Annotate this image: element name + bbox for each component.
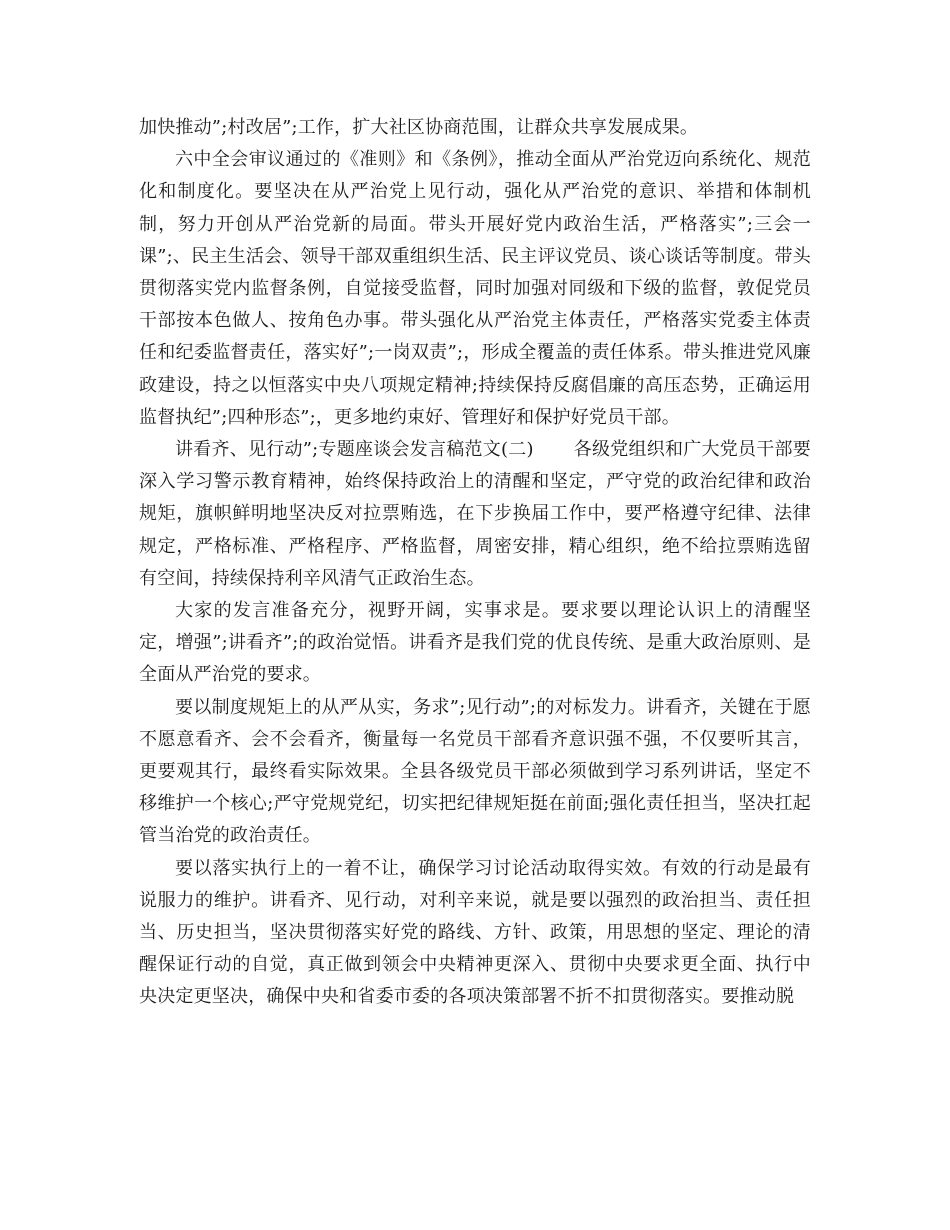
document-body [139,112,811,1014]
paragraph-1: 加快推动”;村改居”;工作，扩大社区协商范围，让群众共享发展成果。 [139,117,699,138]
paragraph-4: 大家的发言准备充分，视野开阔，实事求是。要求要以理论认识上的清醒坚定，增强”;讲看齐”;的政治觉悟。讲看齐是我们党的优良传统、是重大政治原则、是全面从严治党的要求。 [139,600,811,686]
paragraph-2: 六中全会审议通过的《准则》和《条例》，推动全面从严治党迈向系统化、规范化和制度化。要坚决在从严治党上见行动，强化从严治党的意识、举措和体制机制，努力开创从严治党新的局面。带头开展好党内政治生活，严格落实”;三会一课”;、民主生活会、领导干部双重组织生活、民主评议党员、谈心谈话等制度。带头贯彻落实党内监督条例，自觉接受监督，同时加强对同级和下级的监督，敦促党员干部按本色做人、按角色办事。带头强化从严治党主体责任，严格落实党委主体责任和纪委监督责任，落实好”;一岗双责”;，形成全覆盖的责任体系。带头推进党风廉政建设，持之以恒落实中央八项规定精神;持续保持反腐倡廉的高压态势，正确运用监督执纪”;四种形态”;，更多地约束好、管理好和保护好党员干部。 [139,149,811,428]
paragraph-5: 要以制度规矩上的从严从实，务求”;见行动”;的对标发力。讲看齐，关键在于愿不愿意看齐、会不会看齐，衡量每一名党员干部看齐意识强不强，不仅要听其言，更要观其行，最终看实际效果。全县各级党员干部必须做到学习系列讲话，坚定不移维护一个核心;严守党规党纪，切实把纪律规矩挺在前面;强化责任担当，坚决扛起管当治党的政治责任。 [139,696,811,847]
paragraph-3-heading: 讲看齐、见行动”;专题座谈会发言稿范文(二) [175,439,534,461]
paragraph-3-body: 各级党组织和广大党员干部要深入学习警示教育精神，始终保持政治上的清醒和坚定，严守党的政治纪律和政治规矩，旗帜鲜明地坚决反对拉票贿选，在下步换届工作中，要严格遵守纪律、法律规定，严格标准、严格程序、严格监督，周密安排，精心组织，绝不给拉票贿选留有空间，持续保持利辛风清气正政治生态。 [139,439,811,589]
paragraph-6: 要以落实执行上的一着不让，确保学习讨论活动取得实效。有效的行动是最有说服力的维护。讲看齐、见行动，对利辛来说，就是要以强烈的政治担当、责任担当、历史担当，坚决贯彻落实好党的路线、方针、政策，用思想的坚定、理论的清醒保证行动的自觉，真正做到领会中央精神更深入、贯彻中央要求更全面、执行中央决定更坚决，确保中央和省委市委的各项决策部署不折不扣贯彻落实。要推动脱 [139,857,811,1008]
paragraph-3 [139,434,811,595]
